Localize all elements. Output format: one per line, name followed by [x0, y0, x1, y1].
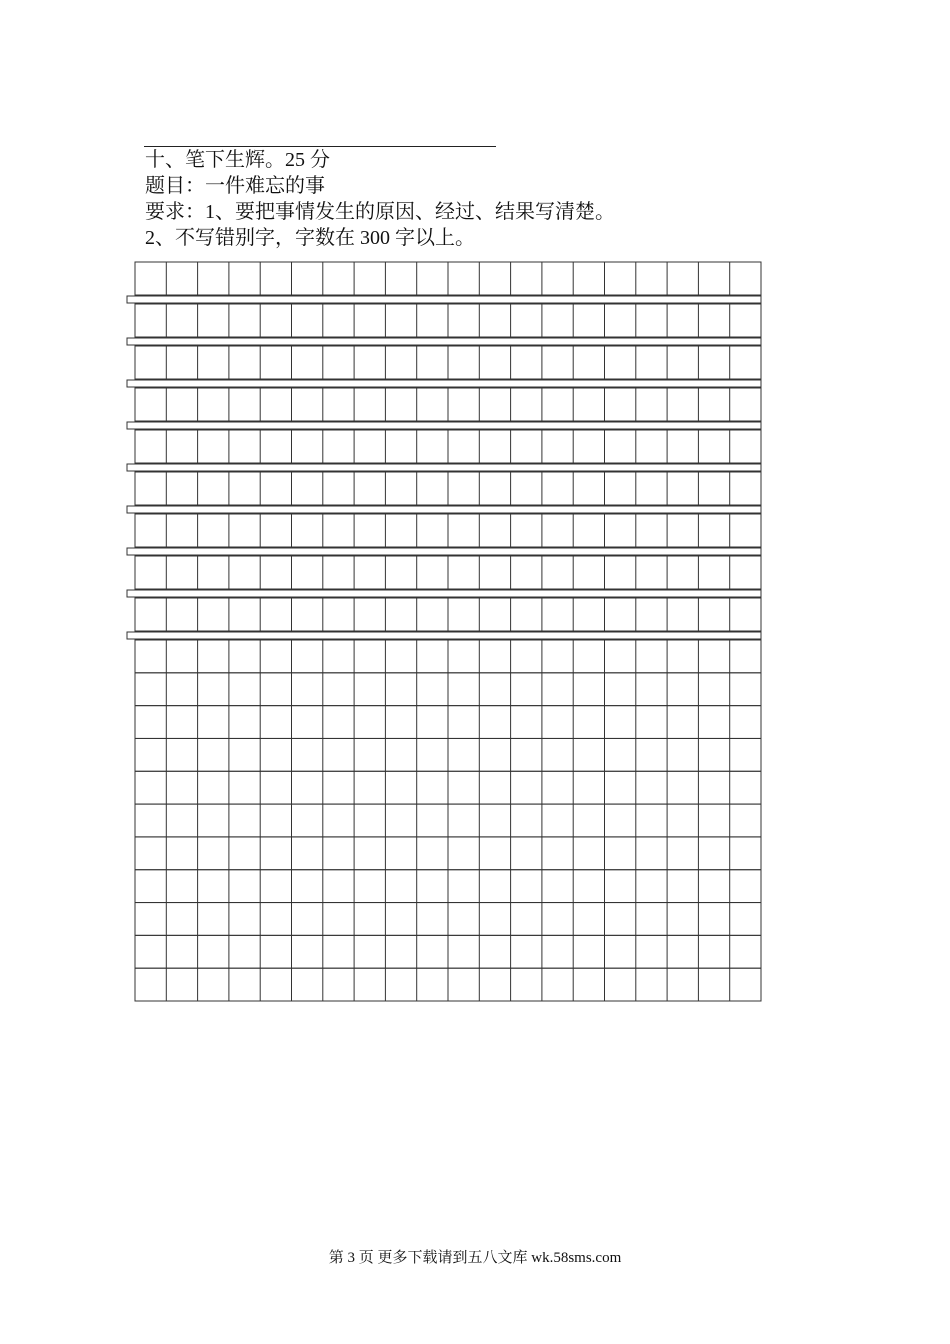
row-separator-strip [127, 380, 761, 387]
section-heading: 十、笔下生辉。25 分 [145, 149, 330, 171]
page-footer: 第 3 页 更多下载请到五八文库 wk.58sms.com [328, 1250, 622, 1266]
requirement-2: 2、不写错别字，字数在 300 字以上。 [145, 227, 475, 249]
row-separator-strip [127, 296, 761, 303]
row-separator-strip [127, 632, 761, 639]
essay-topic: 题目：一件难忘的事 [145, 175, 325, 197]
row-separator-strip [127, 590, 761, 597]
requirement-1: 要求：1、要把事情发生的原因、经过、结果写清楚。 [145, 201, 615, 223]
row-separator-strip [127, 422, 761, 429]
row-separator-strip [127, 506, 761, 513]
row-separator-strip [127, 464, 761, 471]
row-separator-strip [127, 338, 761, 345]
row-separator-strip [127, 548, 761, 555]
